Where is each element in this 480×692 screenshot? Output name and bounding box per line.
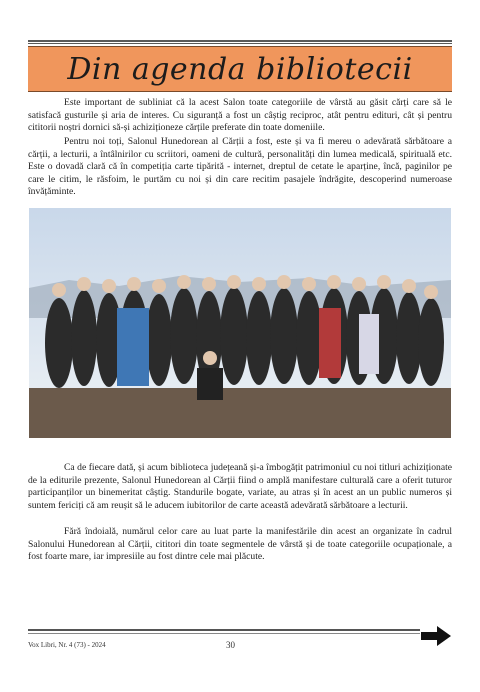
footer-rule bbox=[28, 629, 420, 631]
paragraph-2: Pentru noi toți, Salonul Hunedorean al Cărții a fost, este și va fi mereu o adevărată sărbătoare a cărții, a lecturii, a întâlnirilor cu scriitori, oameni de cultură, personalități din lumea medicală, spirituală etc. Este o dovadă clară că în competiția carte tipărită - internet, dreptul de cetate le aparține, încă, paginilor pe care le citim, le răsfoim, le purtăm cu noi și din care recitim pasajele îndrăgite, descoperind numeroase învățăminte. bbox=[28, 136, 452, 198]
footer-rule-thin bbox=[28, 633, 420, 634]
page-number: 30 bbox=[226, 640, 235, 650]
header-top-rule bbox=[28, 40, 452, 42]
paragraph-3: Ca de fiecare dată, și acum biblioteca județeană și-a îmbogățit patrimoniul cu noi titluri achiziționate de la editurile prezente, Salonul Hunedorean al Cărții fiind o amplă manifestare culturală care a oferit tuturor participanților un binemeritat câștig. Standurile bogate, variate, au atras și în acest an un public numeros și suntem fericiți că am reușit să le aducem iubitorilor de carte această adevărată sărbătoare a lecturii. bbox=[28, 462, 452, 511]
paragraph-4: Fără îndoială, numărul celor care au luat parte la manifestările din acest an organizate în cadrul Salonului Hunedorean al Cărții, cititori din toate segmentele de vârstă și de toate categoriile ocupaționale, a fost foarte mare, iar impresiile au fost dintre cele mai plăcute. bbox=[28, 526, 452, 563]
group-photo bbox=[29, 208, 451, 438]
section-title: Din agenda bibliotecii bbox=[67, 51, 413, 87]
section-header bbox=[28, 46, 452, 92]
paragraph-1: Este important de subliniat că la acest Salon toate categoriile de vârstă au găsit cărți care să le satisfacă gusturile și aria de interes. Cu siguranță a fost un câștig reciproc, atât pentru edituri, cât și pentru cititorii noștri dornici să-și achiziționeze cărțile preferate din toate domeniile. bbox=[28, 97, 452, 134]
arrow-right-icon[interactable] bbox=[421, 626, 451, 646]
header-top-rule-thin bbox=[28, 43, 452, 44]
journal-reference: Vox Libri, Nr. 4 (73) - 2024 bbox=[28, 641, 106, 649]
